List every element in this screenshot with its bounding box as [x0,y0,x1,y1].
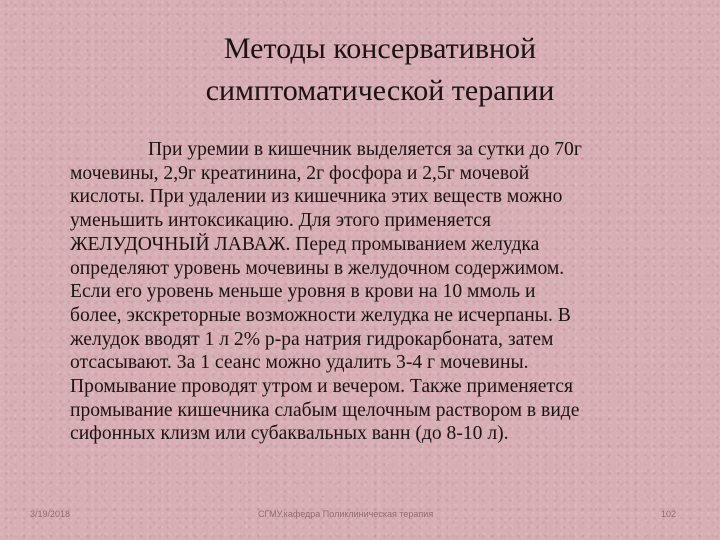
footer-page-number: 102 [661,509,677,519]
slide-title-line: симптоматической терапии [205,74,555,107]
slide-title-line: Методы консервативной [223,32,537,65]
footer-date: 3/19/2018 [30,509,71,519]
body-line: уменьшить интоксикацию. Для этого применяется [70,210,492,232]
body-line: желудок вводят 1 л 2% р-ра натрия гидрокарбоната, затем [70,328,554,350]
body-line: ЖЕЛУДОЧНЫЙ ЛАВАЖ. Перед промыванием желудка [70,233,540,255]
body-line: определяют уровень мочевины в желудочном содержимом. [70,257,565,279]
body-line: кислоты. При удалении из кишечника этих веществ можно [70,186,563,208]
body-line: промывание кишечника слабым щелочным раствором в виде [70,399,580,421]
body-line: Если его уровень меньше уровня в крови на 10 ммоль и [70,281,536,303]
body-line: При уремии в кишечник выделяется за сутки до 70г [148,139,582,160]
slide-body-text [70,138,682,446]
body-line: Промывание проводят утром и вечером. Также применяется [70,376,574,398]
body-line: мочевины, 2,9г креатинина, 2г фосфора и 2,5г мочевой [70,162,530,184]
body-line: более, экскреторные возможности желудка не исчерпаны. В [70,304,571,326]
slide-title [0,28,720,112]
body-line: отсасывают. За 1 сеанс можно удалить 3-4 г мочевины. [70,352,529,374]
footer-organization: СГМУ,кафедра Поликлиническая терапия [258,509,434,519]
body-line: сифонных клизм или субаквальных ванн (до 8-10 л). [70,423,509,445]
